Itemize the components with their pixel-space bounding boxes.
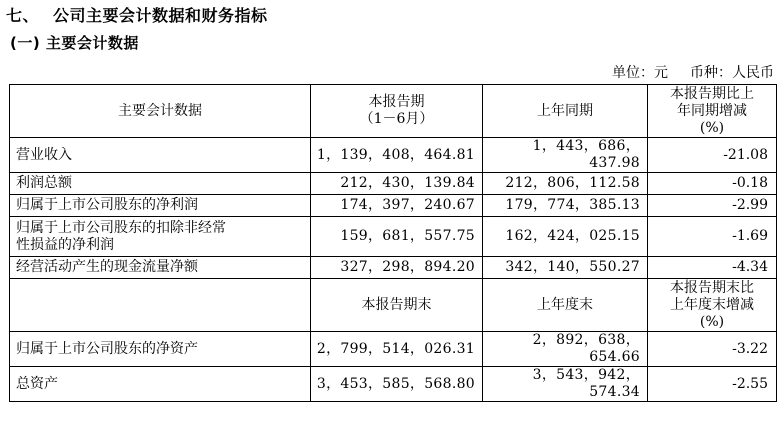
change-value: -21.08 — [648, 138, 777, 173]
subheader-change-line2: 上年度末增减 — [670, 296, 754, 313]
previous-value: 1，443，686，437.98 — [483, 138, 648, 173]
current-value: 2，799，514，026.31 — [311, 332, 483, 367]
row-label: 总资产 — [10, 367, 311, 402]
subheader-empty-cell — [10, 279, 311, 332]
subsection-heading: (一) 主要会计数据 — [10, 34, 139, 52]
subheader-current-period-end: 本报告期末 — [311, 279, 483, 332]
table-row — [10, 332, 777, 367]
current-value: 1，139，408，464.81 — [311, 138, 483, 173]
previous-value: 212，806，112.58 — [483, 173, 648, 195]
section-number: 七、 — [6, 6, 40, 25]
header-previous-period: 上年同期 — [483, 85, 648, 138]
header-item: 主要会计数据 — [10, 85, 311, 138]
table-subheader-row — [10, 279, 777, 332]
unit-note — [612, 62, 774, 82]
change-value: -3.22 — [648, 332, 777, 367]
subheader-change — [648, 279, 777, 332]
subheader-previous-year-end: 上年度末 — [483, 279, 648, 332]
row-label: 利润总额 — [10, 173, 311, 195]
change-value: -4.34 — [648, 257, 777, 279]
previous-value: 179，774，385.13 — [483, 195, 648, 217]
table-row — [10, 217, 777, 257]
table-row — [10, 367, 777, 402]
section-heading — [6, 3, 268, 26]
row-label — [10, 217, 311, 257]
previous-value: 162，424，025.15 — [483, 217, 648, 257]
row-label: 归属于上市公司股东的净资产 — [10, 332, 311, 367]
change-value: -2.55 — [648, 367, 777, 402]
row-label: 经营活动产生的现金流量净额 — [10, 257, 311, 279]
row-label-line1: 归属于上市公司股东的扣除非经常 — [16, 219, 226, 236]
header-current-line2: （1－6月） — [359, 111, 434, 127]
previous-value: 342，140，550.27 — [483, 257, 648, 279]
previous-value: 2，892，638，654.66 — [483, 332, 648, 367]
header-change-line1: 本报告期比上 — [670, 85, 754, 102]
unit-label: 单位：元 — [612, 65, 668, 81]
change-value: -0.18 — [648, 173, 777, 195]
change-value: -2.99 — [648, 195, 777, 217]
header-change-line3: (%) — [699, 119, 725, 136]
change-value: -1.69 — [648, 217, 777, 257]
currency-label: 币种：人民币 — [690, 65, 774, 81]
table-row — [10, 257, 777, 279]
row-label: 归属于上市公司股东的净利润 — [10, 195, 311, 217]
previous-value: 3，543，942，574.34 — [483, 367, 648, 402]
current-value: 159，681，557.75 — [311, 217, 483, 257]
table-row — [10, 138, 777, 173]
table-row — [10, 173, 777, 195]
header-current-period — [311, 85, 483, 138]
current-value: 3，453，585，568.80 — [311, 367, 483, 402]
subheader-change-line1: 本报告期末比 — [670, 279, 754, 296]
table-header-row — [10, 85, 777, 138]
section-title-text: 公司主要会计数据和财务指标 — [53, 6, 268, 25]
current-value: 327，298，894.20 — [311, 257, 483, 279]
table-row — [10, 195, 777, 217]
header-change — [648, 85, 777, 138]
current-value: 174，397，240.67 — [311, 195, 483, 217]
row-label-line2: 性损益的净利润 — [16, 236, 114, 253]
subheader-change-line3: (%) — [699, 313, 725, 330]
header-current-line1: 本报告期 — [368, 94, 425, 110]
accounting-data-table — [9, 84, 777, 402]
current-value: 212，430，139.84 — [311, 173, 483, 195]
row-label: 营业收入 — [10, 138, 311, 173]
header-change-line2: 年同期增减 — [677, 102, 747, 119]
